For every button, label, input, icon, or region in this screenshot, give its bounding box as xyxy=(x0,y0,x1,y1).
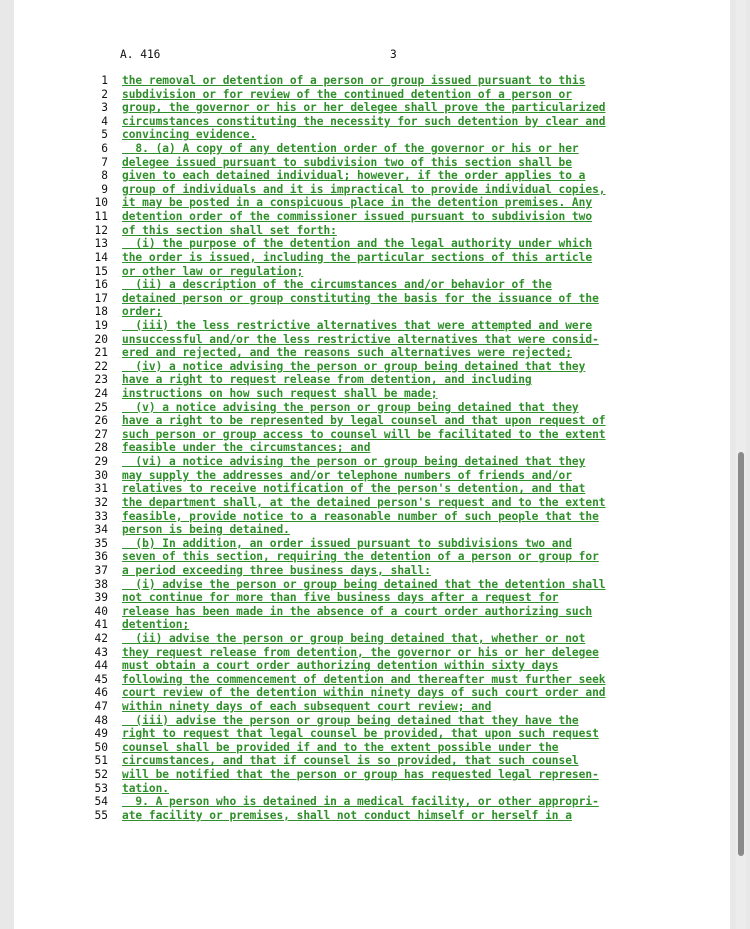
text-line xyxy=(14,741,730,755)
line-number: 38 xyxy=(94,577,108,591)
line-number: 54 xyxy=(94,795,108,809)
text-line xyxy=(14,265,730,279)
line-number: 46 xyxy=(94,686,108,700)
line-number: 20 xyxy=(94,332,108,346)
text-line xyxy=(14,373,730,387)
line-number: 23 xyxy=(94,373,108,387)
text-line xyxy=(14,564,730,578)
inserted-text: court review of the detention within ninety days of such court order and xyxy=(122,686,606,700)
line-number: 35 xyxy=(94,536,108,550)
text-line xyxy=(14,346,730,360)
inserted-text: must obtain a court order authorizing detention within sixty days xyxy=(122,659,559,673)
text-line xyxy=(14,578,730,592)
inserted-text: a period exceeding three business days, shall: xyxy=(122,563,431,577)
line-number: 50 xyxy=(94,740,108,754)
line-number: 28 xyxy=(94,441,108,455)
inserted-text: the department shall, at the detained person's request and to the extent xyxy=(122,495,606,509)
inserted-text: (vi) a notice advising the person or group being detained that they xyxy=(122,455,586,469)
line-number: 41 xyxy=(94,618,108,632)
line-number: 40 xyxy=(94,604,108,618)
line-number: 7 xyxy=(101,155,108,169)
line-number: 45 xyxy=(94,672,108,686)
text-line xyxy=(14,319,730,333)
line-number: 4 xyxy=(101,114,108,128)
line-number: 26 xyxy=(94,414,108,428)
line-number: 47 xyxy=(94,700,108,714)
text-line xyxy=(14,809,730,823)
inserted-text: group, the governor or his or her delegee shall prove the particularized xyxy=(122,101,606,115)
text-line xyxy=(14,795,730,809)
text-line xyxy=(14,251,730,265)
inserted-text: circumstances, and that if counsel is so provided, that such counsel xyxy=(122,754,579,768)
line-number: 53 xyxy=(94,781,108,795)
line-number: 18 xyxy=(94,305,108,319)
text-line xyxy=(14,128,730,142)
inserted-text: (v) a notice advising the person or group being detained that they xyxy=(122,400,579,414)
line-number: 13 xyxy=(94,237,108,251)
line-number: 49 xyxy=(94,727,108,741)
inserted-text: release has been made in the absence of a court order authorizing such xyxy=(122,604,593,618)
inserted-text: following the commencement of detention and thereafter must further seek xyxy=(122,672,606,686)
text-line xyxy=(14,237,730,251)
document-page xyxy=(14,0,730,929)
line-number: 39 xyxy=(94,591,108,605)
inserted-text: delegee issued pursuant to subdivision two of this section shall be xyxy=(122,155,572,169)
inserted-text: (i) advise the person or group being detained that the detention shall xyxy=(122,577,606,591)
line-number: 1 xyxy=(101,74,108,87)
line-number: 27 xyxy=(94,427,108,441)
inserted-text: tation. xyxy=(122,781,170,795)
line-number: 24 xyxy=(94,387,108,401)
line-number: 21 xyxy=(94,346,108,360)
line-number: 42 xyxy=(94,631,108,645)
inserted-text: or other law or regulation; xyxy=(122,264,304,278)
inserted-text: feasible, provide notice to a reasonable number of such people that the xyxy=(122,509,599,523)
inserted-text: may supply the addresses and/or telephone numbers of friends and/or xyxy=(122,468,572,482)
text-line xyxy=(14,88,730,102)
text-line xyxy=(14,428,730,442)
text-line xyxy=(14,754,730,768)
text-line xyxy=(14,605,730,619)
text-line xyxy=(14,115,730,129)
text-line xyxy=(14,550,730,564)
line-number: 15 xyxy=(94,264,108,278)
inserted-text: given to each detained individual; however, if the order applies to a xyxy=(122,169,586,183)
line-number: 43 xyxy=(94,645,108,659)
text-line xyxy=(14,196,730,210)
text-line xyxy=(14,224,730,238)
line-number: 17 xyxy=(94,291,108,305)
line-number: 16 xyxy=(94,278,108,292)
inserted-text: right to request that legal counsel be provided, that upon such request xyxy=(122,727,599,741)
line-number: 22 xyxy=(94,359,108,373)
text-line xyxy=(14,101,730,115)
page-header xyxy=(120,48,680,62)
text-line xyxy=(14,142,730,156)
line-number: 9 xyxy=(101,182,108,196)
inserted-text: detention order of the commissioner issued pursuant to subdivision two xyxy=(122,210,593,224)
inserted-text: detention; xyxy=(122,618,190,632)
inserted-text: (b) In addition, an order issued pursuant to subdivisions two and xyxy=(122,536,572,550)
line-number: 32 xyxy=(94,495,108,509)
text-line xyxy=(14,523,730,537)
text-line xyxy=(14,292,730,306)
line-number: 36 xyxy=(94,550,108,564)
inserted-text: have a right to request release from detention, and including xyxy=(122,373,532,387)
text-line xyxy=(14,591,730,605)
inserted-text: not continue for more than five business days after a request for xyxy=(122,591,559,605)
inserted-text: of this section shall set forth: xyxy=(122,223,337,237)
line-number: 2 xyxy=(101,87,108,101)
inserted-text: person is being detained. xyxy=(122,523,290,537)
line-number: 11 xyxy=(94,210,108,224)
inserted-text: instructions on how such request shall be made; xyxy=(122,387,438,401)
text-line xyxy=(14,618,730,632)
line-number: 31 xyxy=(94,482,108,496)
inserted-text: (ii) a description of the circumstances and/or behavior of the xyxy=(122,278,552,292)
text-line xyxy=(14,469,730,483)
inserted-text: have a right to be represented by legal counsel and that upon request of xyxy=(122,414,606,428)
inserted-text: the removal or detention of a person or group issued pursuant to this xyxy=(122,74,586,87)
line-number: 37 xyxy=(94,563,108,577)
text-line xyxy=(14,768,730,782)
line-number: 8 xyxy=(101,169,108,183)
line-number: 19 xyxy=(94,318,108,332)
inserted-text: feasible under the circumstances; and xyxy=(122,441,371,455)
inserted-text: circumstances constituting the necessity for such detention by clear and xyxy=(122,114,606,128)
text-line xyxy=(14,510,730,524)
text-line xyxy=(14,183,730,197)
text-line xyxy=(14,673,730,687)
text-line xyxy=(14,686,730,700)
inserted-text: detained person or group constituting the basis for the issuance of the xyxy=(122,291,599,305)
bill-text-body xyxy=(14,74,730,823)
inserted-text: relatives to receive notification of the person's detention, and that xyxy=(122,482,586,496)
inserted-text: within ninety days of each subsequent court review; and xyxy=(122,700,492,714)
inserted-text: 8. (a) A copy of any detention order of the governor or his or her xyxy=(122,142,579,156)
line-number: 12 xyxy=(94,223,108,237)
inserted-text: such person or group access to counsel will be facilitated to the extent xyxy=(122,427,606,441)
text-line xyxy=(14,278,730,292)
text-line xyxy=(14,714,730,728)
page-number: 3 xyxy=(390,48,397,61)
inserted-text: the order is issued, including the particular sections of this article xyxy=(122,250,593,264)
inserted-text: they request release from detention, the governor or his or her delegee xyxy=(122,645,599,659)
text-line xyxy=(14,646,730,660)
line-number: 34 xyxy=(94,523,108,537)
text-line xyxy=(14,496,730,510)
text-line xyxy=(14,414,730,428)
line-number: 33 xyxy=(94,509,108,523)
text-line xyxy=(14,782,730,796)
inserted-text: (ii) advise the person or group being detained that, whether or not xyxy=(122,631,586,645)
inserted-text: (iv) a notice advising the person or group being detained that they xyxy=(122,359,586,373)
inserted-text: unsuccessful and/or the less restrictive alternatives that were consid- xyxy=(122,332,599,346)
line-number: 25 xyxy=(94,400,108,414)
text-line xyxy=(14,401,730,415)
inserted-text: ered and rejected, and the reasons such alternatives were rejected; xyxy=(122,346,572,360)
line-number: 48 xyxy=(94,713,108,727)
text-line xyxy=(14,74,730,88)
line-number: 10 xyxy=(94,196,108,210)
text-line xyxy=(14,632,730,646)
line-number: 14 xyxy=(94,250,108,264)
text-line xyxy=(14,210,730,224)
inserted-text: 9. A person who is detained in a medical facility, or other appropri- xyxy=(122,795,599,809)
line-number: 30 xyxy=(94,468,108,482)
bill-number: A. 416 xyxy=(120,48,161,61)
line-number: 6 xyxy=(101,142,108,156)
inserted-text: convincing evidence. xyxy=(122,128,257,142)
line-number: 3 xyxy=(101,101,108,115)
line-number: 51 xyxy=(94,754,108,768)
text-line xyxy=(14,700,730,714)
text-line xyxy=(14,333,730,347)
text-line xyxy=(14,537,730,551)
text-line xyxy=(14,455,730,469)
line-number: 55 xyxy=(94,808,108,822)
inserted-text: ate facility or premises, shall not conduct himself or herself in a xyxy=(122,808,572,822)
text-line xyxy=(14,482,730,496)
text-line xyxy=(14,659,730,673)
vertical-scrollbar[interactable] xyxy=(736,0,746,929)
line-number: 52 xyxy=(94,768,108,782)
text-line xyxy=(14,441,730,455)
text-line xyxy=(14,727,730,741)
inserted-text: group of individuals and it is impractical to provide individual copies, xyxy=(122,182,606,196)
inserted-text: it may be posted in a conspicuous place in the detention premises. Any xyxy=(122,196,593,210)
inserted-text: subdivision or for review of the continued detention of a person or xyxy=(122,87,572,101)
inserted-text: will be notified that the person or group has requested legal represen- xyxy=(122,768,599,782)
inserted-text: (i) the purpose of the detention and the legal authority under which xyxy=(122,237,593,251)
line-number: 44 xyxy=(94,659,108,673)
line-number: 5 xyxy=(101,128,108,142)
text-line xyxy=(14,360,730,374)
inserted-text: order; xyxy=(122,305,163,319)
inserted-text: (iii) advise the person or group being detained that they have the xyxy=(122,713,579,727)
inserted-text: counsel shall be provided if and to the extent possible under the xyxy=(122,740,559,754)
scrollbar-thumb[interactable] xyxy=(738,452,744,856)
text-line xyxy=(14,387,730,401)
text-line xyxy=(14,305,730,319)
text-line xyxy=(14,156,730,170)
inserted-text: (iii) the less restrictive alternatives that were attempted and were xyxy=(122,318,593,332)
line-number: 29 xyxy=(94,455,108,469)
inserted-text: seven of this section, requiring the detention of a person or group for xyxy=(122,550,599,564)
text-line xyxy=(14,169,730,183)
